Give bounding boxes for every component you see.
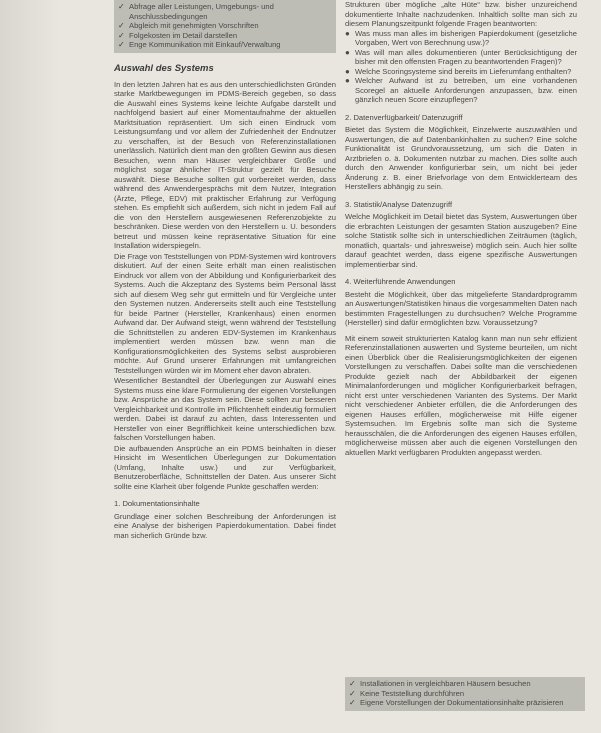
bottom-checklist-box [345,677,585,711]
checkmark-icon: ✓ [118,40,125,50]
body-paragraph: Wesentlicher Bestandteil der Überlegungen zur Auswahl eines Systems muss eine klare Formulierung der eigenen Vorstellungen bzw. Ansprüche an das System sein. Diese sollten zur besseren Vergleichbarkeit und Kontrolle im Pflichtenheft eindeutig formuliert werden. Dabei ist darauf zu achten, dass Interessenten und Hersteller von einer Begrifflichkeit keine unterschiedlichen bzw. falschen Vorstellungen haben. [114,376,336,443]
bullet-icon: ● [345,66,350,76]
checklist-item [118,2,332,21]
checklist-item-text: Eigene Vorstellungen der Dokumentationsinhalte präzisieren [360,698,564,708]
list-item-text: Welcher Aufwand ist zu betreiben, um eine vorhandenen Scoregel an aktuelle Anforderungen anzupassen, bzw. einen gänzlich neuen Score einzupflegen? [355,76,577,104]
numbered-subheading: 4. Weiterführende Anwendungen [345,277,456,286]
section-heading: Auswahl des Systems [114,62,214,74]
checklist-item [118,40,332,50]
checkmark-icon: ✓ [118,2,125,11]
body-paragraph: Die Frage von Teststellungen von PDM-Systemen wird kontrovers diskutiert. Auf der einen Seite erhält man einen realistischen Eindruck vor allem von der Abbildung und Konfigurierbarkeit des Systems. Auch die Akzeptanz des Systems beim Personal lässt sich auf diesem Weg sehr gut ermitteln und für Vergleiche unter den Systemen nutzen. Andererseits stellt auch eine Teststellung für beide Partner (Hersteller, Krankenhaus) einen enormen Aufwand dar. Der Aufwand steigt, wenn während der Teststellung die Schnittstellen zu anderen EDV-Systemen im Krankenhaus implementiert werden müssen bzw. wenn man die Konfigurationsmöglichkeiten des Systems selbst ausprobieren möchte. Auf Grund unserer Erfahrungen mit umfangreichen Teststellungen würden wir im Moment eher davon abraten. [114,251,336,375]
checklist-item-text: Installationen in vergleichbaren Häusern besuchen [360,679,531,688]
checkmark-icon: ✓ [118,21,125,31]
checkmark-icon: ✓ [349,679,356,688]
bullet-icon: ● [345,28,350,38]
numbered-subheading: 1. Dokumentationsinhalte [114,499,200,509]
bullet-icon: ● [345,76,350,85]
checklist-item [349,689,581,699]
body-paragraph: Welche Möglichkeit im Detail bietet das System, Auswertungen über die erbrachten Leistungen der gesamten Station auszugeben? Eine solche Statistik sollte sich in unterschiedlichen Zeiträumen (täglich, monatlich, quartals- und jahresweise) möglich sein. Auch hier sollte darauf geachtet werden, dass eigene spezifische Auswertungen implementierbar sind. [345,212,577,269]
checklist-item [349,679,581,689]
page-gutter-shadow [0,0,60,733]
body-paragraph: In den letzten Jahren hat es aus den unterschiedlichsten Gründen starke Marktbewegungen im PDMS-Bereich gegeben, so dass die Auswahl eines Systems keine leichte Aufgabe darstellt und nachfolgend basiert auf einer Momentaufnahme der aktuellen Marktsituation repräsentiert. Um sich einen Eindruck vom Leistungsumfang und vor allem der Zufriedenheit der Endnutzer zu verschaffen, ist der Besuch von Referenzinstallationen unerlässlich. Natürlich dient man den größten Gewinn aus diesen Besuchen, wenn man Häuser vergleichbarer Größe und möglichst sogar ähnlicher IT-Struktur gezielt für Besuche auswählt. Diese Besuche sollten gut vorbereitet werden, dass während des Anwendergesprächs mit dem Nutzer, Integration (Ärzte, Pflege, EDV) mit praktischer Erfahrung zur Verfügung stehen. Es empfiehlt sich außerdem, sich nicht in jedem Fall auf die von den Herstellern ausgewiesenen Referenzobjekte zu beschränken. Diese werden von den Herstellern u. U. besonders betreut und müssen keine repräsentative Situation für eine Installation widerspiegeln. [114,79,336,251]
list-item [345,48,577,67]
body-paragraph: Mit einem soweit strukturierten Katalog kann man nun sehr effizient Referenzinstallationen auswerten und Systeme beurteilen, um nicht einen Überblick über die Realisierungsmöglichkeiten der eigenen Vorstellungen zu verschaffen. Dabei sollte man die verschiedenen Produkte gezielt nach der Abbildbarkeit der eigenen Minimalanforderungen und möglicher Konfigurierbarkeit befragen, nicht erst unter verschiedenen Varianten des Systems. Der Markt nicht verschiedener Anbieter erfüllen, die die Anforderungen des eigenen Hauses erfüllen, möglicherweise mit Hilfe eigener Systemsuchen. Im Ergebnis sollte man sich die Systeme herausschälen, die die Anforderungen des eigenen Hauses erfüllen, möglicherweise müssen aber auch die eigenen Vorstellungen den aktuellen Markt verfügbaren Produkten angepasst werden. [345,333,577,457]
checklist-item [349,698,581,708]
body-paragraph: Grundlage einer solchen Beschreibung der Anforderungen ist eine Analyse der bisherigen Papierdokumentation. Dabei findet man sicherlich Gründe bzw. [114,511,336,540]
checklist-item-text: Abgleich mit genehmigten Vorschriften [129,21,259,31]
checklist-item-text: Enge Kommunikation mit Einkauf/Verwaltung [129,40,281,50]
right-column [345,0,577,457]
body-paragraph: Die aufbauenden Ansprüche an ein PDMS beinhalten in dieser Hinsicht im Wesentlichen Überlegungen zur Dokumentation (Umfang, Inhalte usw.) und zur Verfügbarkeit, Benutzeroberfläche, Schnittstellen der Daten. Aus unserer Sicht sollte eine Klarheit über folgende Punkte geschaffen werden: [114,443,336,491]
checklist-item [118,31,332,41]
bullet-icon: ● [345,47,350,57]
checklist-item-text: Keine Teststellung durchführen [360,688,465,698]
checklist-item-text: Folgekosten im Detail darstellen [129,30,238,40]
numbered-subheading: 3. Statistik/Analyse Datenzugriff [345,199,453,209]
list-item [345,76,577,105]
top-checklist-box [114,0,336,53]
checkmark-icon: ✓ [349,688,356,698]
checkmark-icon: ✓ [349,698,356,708]
question-list [345,29,577,105]
numbered-subheading: 2. Datenverfügbarkeit/ Datenzugriff [345,112,463,122]
checklist-item [118,21,332,31]
body-paragraph: Strukturen über mögliche „alte Hüte“ bzw. bisher unzureichend dokumentierte Inhalte nachzudenken. Inhaltlich sollte man sich zu diesem Planungszeitpunkt folgende Fragen beantworten: [345,0,577,28]
list-item [345,29,577,48]
left-column [114,0,336,540]
checklist-item-text: Abfrage aller Leistungen, Umgebungs- und Anschlussbedingungen [129,2,274,21]
checkmark-icon: ✓ [118,30,125,40]
list-item-text: Was will man alles dokumentieren (unter Berücksichtigung der bisher mit den offensten Fragen zu beantwortenden Fragen)? [355,47,577,66]
body-paragraph: Besteht die Möglichkeit, über das mitgelieferte Standardprogramm an Auswertungen/Statistiken hinaus die vorgesammelten Daten nach bestimmten Fragestellungen zu durchsuchen? Welche Programme (Hersteller) sind dafür ermöglichten bzw. Voraussetzung? [345,289,577,327]
list-item [345,67,577,77]
list-item-text: Was muss man alles im bisherigen Papierdokument (gesetzliche Vorgaben, Wert von Berechnung usw.)? [355,28,577,47]
body-paragraph: Bietet das System die Möglichkeit, Einzelwerte auszuwählen und Auswertungen, die auf Datenbankinhalten zu suchen? Eine solche Funktionalität ist Grundvoraussetzung, um sich die Daten in Arztbriefen o. ä. Dokumenten nutzbar zu machen. Dies sollte auch durch den Anwender konfigurierbar sein, um nicht bei jeder Änderung z. B. einer Briefvorlage von dem Entwicklerteam des Herstellers abhängig zu sein. [345,125,577,191]
list-item-text: Welche Scoringsysteme sind bereits im Lieferumfang enthalten? [355,66,572,76]
